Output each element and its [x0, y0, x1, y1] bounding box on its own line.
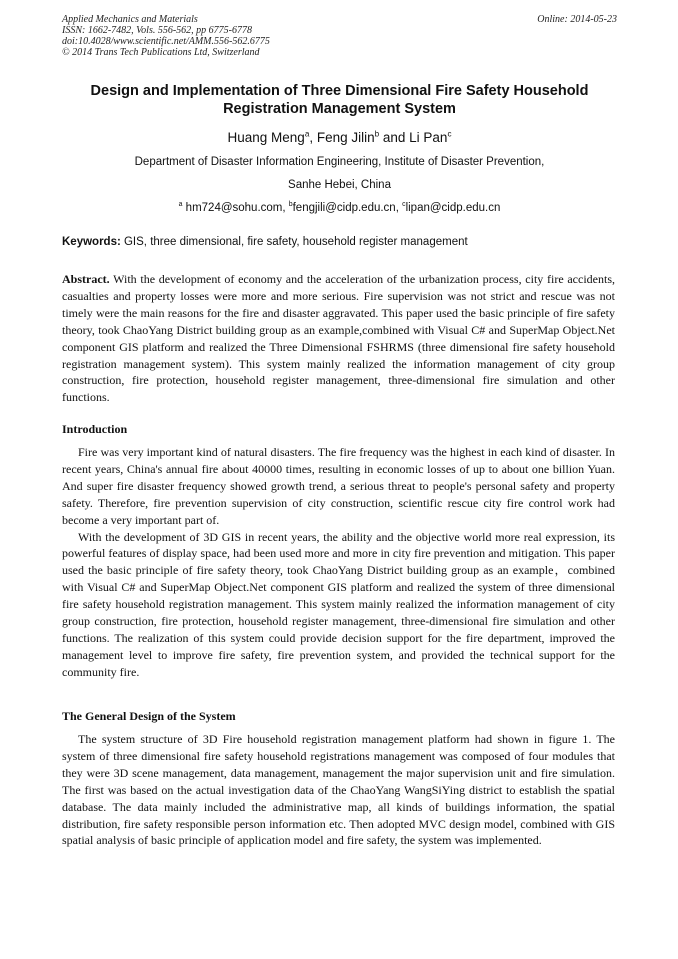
paper-title: [62, 82, 617, 118]
doi-line: doi:10.4028/www.scientific.net/AMM.556-562.6775: [62, 36, 270, 47]
affiliation-line-2: Sanhe Hebei, China: [288, 179, 391, 191]
email-2-sup: b: [288, 201, 293, 209]
online-date: Online: 2014-05-23: [537, 14, 617, 25]
keywords: [62, 236, 617, 248]
abstract: [62, 271, 615, 406]
abstract-text: With the development of economy and the acceleration of the urbanization process, city fire accidents, casualties and property losses were more and more serious. Fire supervision was not strict and rescue was not timely were the main reasons for the fire and disaster aggravated. This paper used the basic principle of fire safety theory, took ChaoYang District building group as an example,combined with Visual C# and SuperMap Object.Net component GIS platform and realized the Three Dimensional FSHRMS (three dimensional fire safety household registration management system). This system mainly realized the information management of city group construction, fire protection, household register management, three-dimensional fire simulation and other functions.: [62, 272, 615, 405]
journal-header: [62, 14, 617, 58]
issn-line: ISSN: 1662-7482, Vols. 556-562, pp 6775-6778: [62, 25, 252, 36]
author-3: and Li Pan: [379, 130, 448, 145]
email-2: fengjili@cidp.edu.cn,: [292, 202, 403, 214]
email-1: hm724@sohu.com,: [182, 202, 289, 214]
keywords-text: GIS, three dimensional, fire safety, household register management: [120, 236, 468, 248]
email-3: lipan@cidp.edu.cn: [405, 202, 501, 214]
author-3-sup: c: [447, 129, 452, 139]
copyright-line: © 2014 Trans Tech Publications Ltd, Switzerland: [62, 47, 260, 58]
intro-section: [62, 444, 615, 681]
journal-name: Applied Mechanics and Materials: [62, 14, 198, 25]
author-1-sup: a: [304, 129, 310, 139]
author-2: , Feng Jilin: [309, 130, 375, 145]
author-emails: [62, 202, 617, 214]
author-2-sup: b: [374, 129, 380, 139]
email-3-sup: c: [402, 201, 406, 209]
intro-paragraph-1: Fire was very important kind of natural disasters. The fire frequency was the highest in each kind of disaster. In recent years, China's annual fire about 40000 times, resulting in economic losses of up to about one billion Yuan. And super fire disaster frequency showed growth trend, a serious threat to people's personal safety and property safety. Therefore, fire prevention supervision of city construction, scientific rescue city fire control work had become a very important part of.: [62, 445, 615, 527]
author-1: Huang Meng: [227, 130, 305, 145]
keywords-label: Keywords:: [62, 236, 121, 248]
affiliation-line-1: Department of Disaster Information Engineering, Institute of Disaster Prevention,: [134, 156, 545, 168]
intro-paragraph-2: With the development of 3D GIS in recent years, the ability and the objective world more real expression, its powerful features of display space, had been used more and more in city fire prevention and mitigation. This paper used the basic principle of fire safety theory, took ChaoYang District building group as an example，combined with Visual C# and SuperMap Object.Net component GIS platform and realized the system of three dimensional fire safety household registration management. This system mainly realized the information management of city group construction, fire protection, household register management, three-dimensional fire simulation and other functions. The realization of this system could provide decision support for the fire department, improved the management level to improve fire safety, fire prevention system, and provided the technical support for the community fire.: [62, 529, 615, 679]
title-line-1: Design and Implementation of Three Dimensional Fire Safety Household: [90, 83, 589, 99]
design-paragraph-1: The system structure of 3D Fire household registration management platform had shown in figure 1. The system of three dimensional fire safety household registrations management was composed of four modules that they were 3D scene management, data management, management the major supervision unit and fire simulation. The first was based on the actual investigation data of the ChaoYang WangSiYing district to establish the spatial database. The data mainly included the administrative map, all kinds of buildings information, the spatial distribution, fire safety responsible person information etc. Then adopted MVC design model, combined with GIS spatial analysis of basic principle of application model and fire safety, the system was implemented.: [62, 732, 615, 848]
title-line-2: Registration Management System: [223, 101, 456, 117]
design-section: [62, 731, 615, 849]
intro-heading: Introduction: [62, 422, 128, 436]
author-list: [62, 130, 617, 145]
design-heading: The General Design of the System: [62, 709, 236, 723]
email-1-sup: a: [178, 201, 183, 209]
abstract-label: Abstract.: [62, 272, 110, 286]
